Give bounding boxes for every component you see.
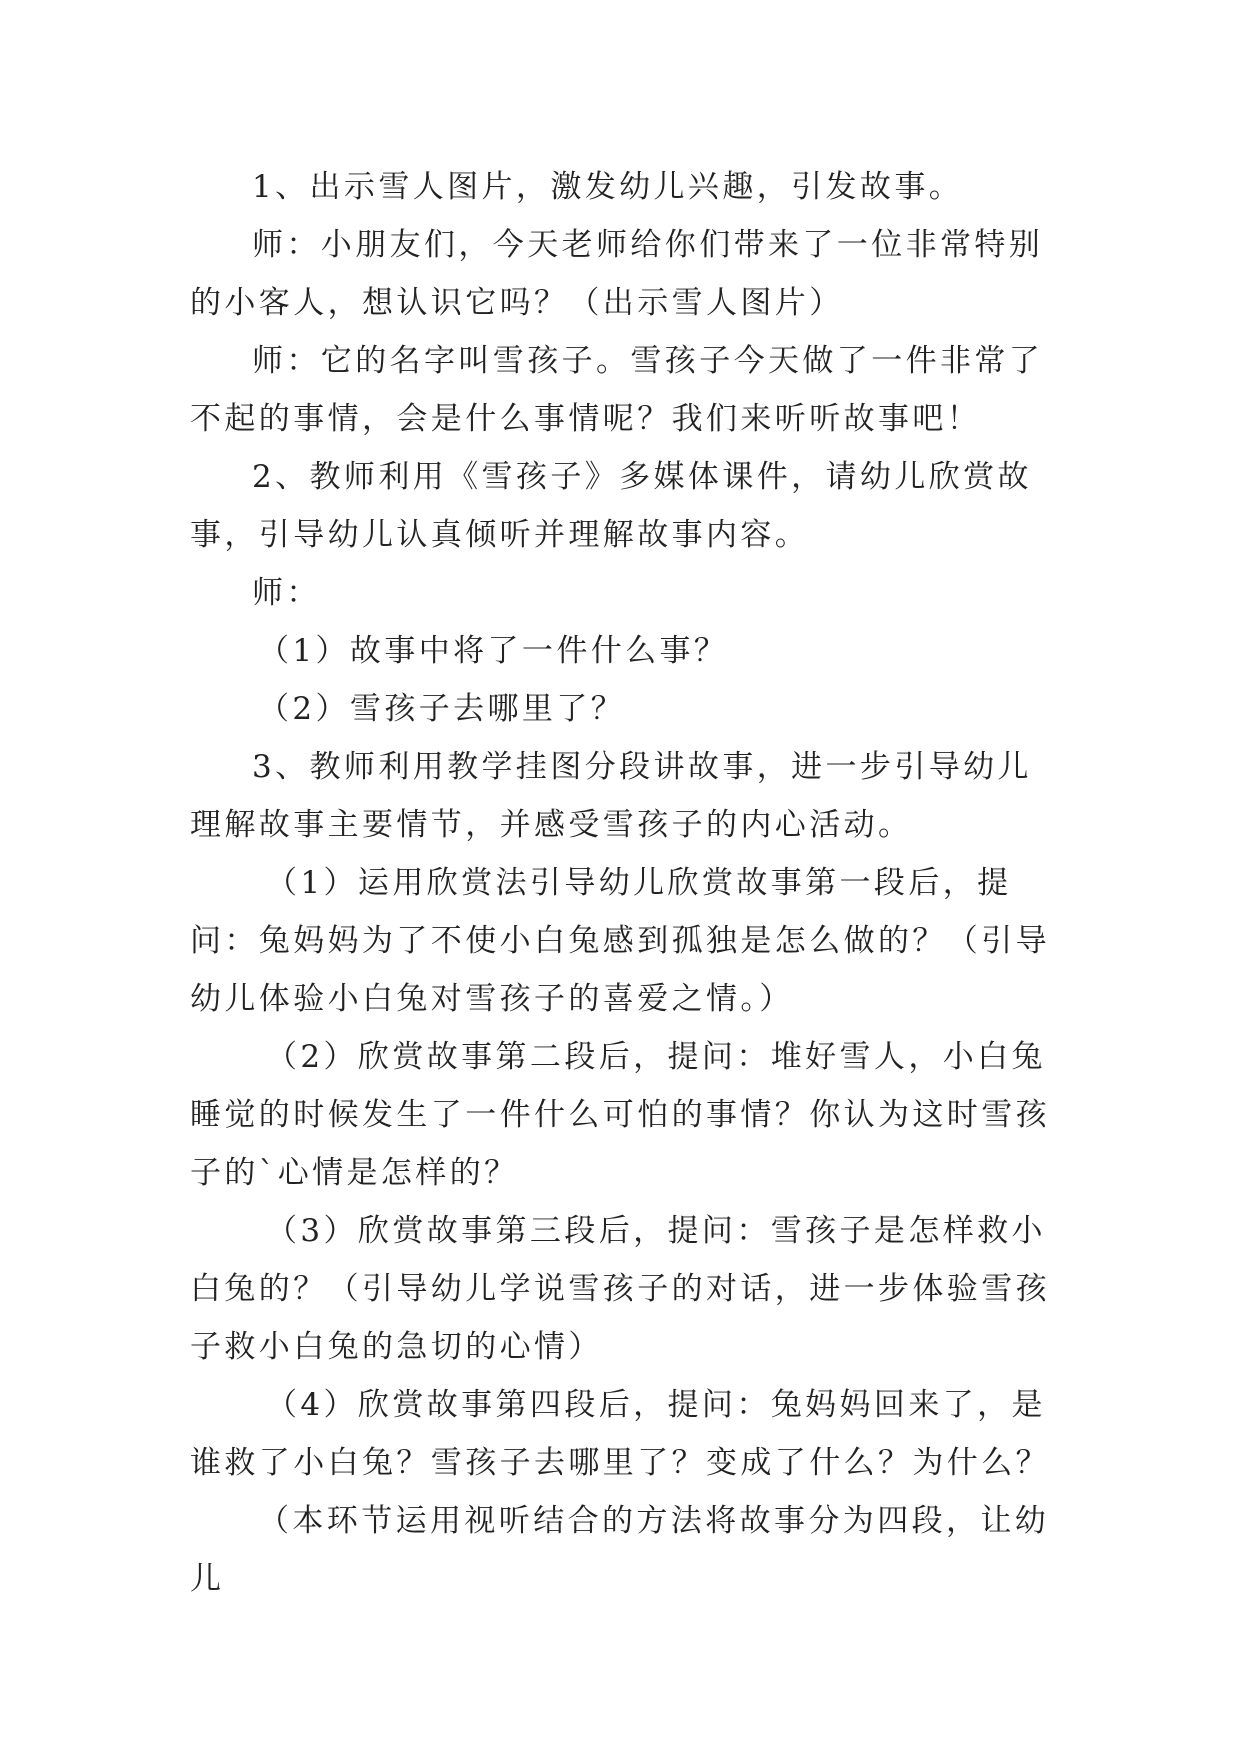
paragraph-section-2: （2）欣赏故事第二段后，提问：堆好雪人，小白兔睡觉的时候发生了一件什么可怕的事情？你认为这时雪孩子的`心情是怎样的？ (190, 1039, 1050, 1191)
paragraph-note: （本环节运用视听结合的方法将故事分为四段，让幼儿 (190, 1503, 1050, 1597)
paragraph-teacher-name: 师：它的名字叫雪孩子。雪孩子今天做了一件非常了不起的事情，会是什么事情呢？我们来听听故事吧！ (190, 343, 1044, 437)
paragraph-step-3: 3、教师利用教学挂图分段讲故事，进一步引导幼儿理解故事主要情节，并感受雪孩子的内心活动。 (190, 749, 1032, 843)
paragraph-section-4: （4）欣赏故事第四段后，提问：兔妈妈回来了，是谁救了小白兔？雪孩子去哪里了？变成了什么？为什么？ (190, 1387, 1050, 1481)
paragraph-question-1: （1）故事中将了一件什么事？ (258, 633, 729, 669)
document-body (190, 158, 1060, 1608)
paragraph-teacher-intro: 师：小朋友们，今天老师给你们带来了一位非常特别的小客人，想认识它吗？（出示雪人图片） (190, 227, 1044, 321)
paragraph-step-1: 1、出示雪人图片，激发幼儿兴趣，引发故事。 (252, 169, 964, 205)
paragraph-section-3: （3）欣赏故事第三段后，提问：雪孩子是怎样救小白兔的？（引导幼儿学说雪孩子的对话，进一步体验雪孩子救小白兔的急切的心情） (190, 1213, 1050, 1365)
paragraph-teacher-label: 师： (252, 575, 321, 611)
paragraph-step-2: 2、教师利用《雪孩子》多媒体课件，请幼儿欣赏故事，引导幼儿认真倾听并理解故事内容。 (190, 459, 1032, 553)
paragraph-section-1: （1）运用欣赏法引导幼儿欣赏故事第一段后，提问：兔妈妈为了不使小白兔感到孤独是怎么做的？（引导幼儿体验小白兔对雪孩子的喜爱之情。） (190, 865, 1050, 1017)
paragraph-question-2: （2）雪孩子去哪里了？ (258, 691, 626, 727)
